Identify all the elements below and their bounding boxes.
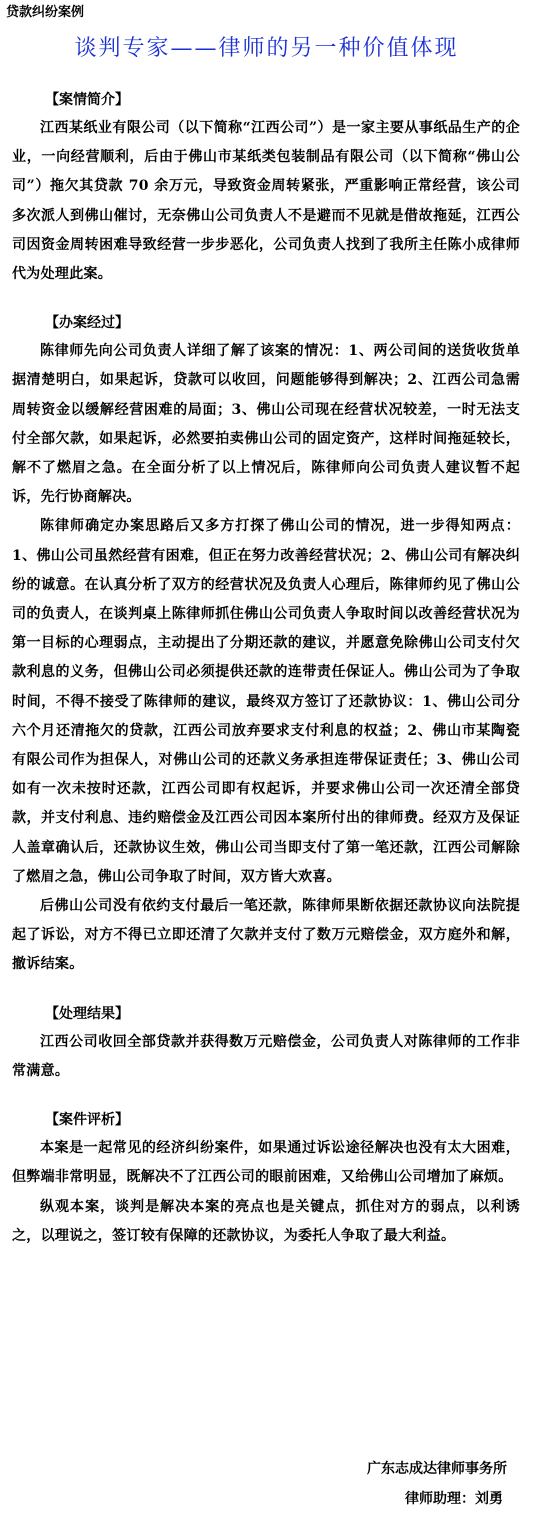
paragraph: 后佛山公司没有依约支付最后一笔还款，陈律师果断依据还款协议向法院提起了诉讼，对方不得已立即还清了欠款并支付了数万元赔偿金，双方庭外和解，撤诉结案。: [12, 898, 520, 973]
section-heading: 【处理结果】: [45, 1005, 129, 1022]
paragraph: 本案是一起常见的经济纠纷案件，如果通过诉讼途径解决也没有太大困难，但弊端非常明显，既解决不了江西公司的眼前困难，又给佛山公司增加了麻烦。: [12, 1140, 520, 1186]
section-case-process: [12, 311, 520, 979]
document-title: 谈判专家——律师的另一种价值体现: [74, 36, 459, 61]
paragraph: 陈律师确定办案思路后又多方打探了佛山公司的情况，进一步得知两点：1、佛山公司虽然经营有困难，但正在努力改善经营状况；2、佛山公司有解决纠纷的诚意。在认真分析了双方的经营状况及负责人心理后，陈律师约见了佛山公司的负责人，在谈判桌上陈律师抓住佛山公司负责人争取时间以改善经营状况为第一目标的心理弱点，主动提出了分期还款的建议，并愿意免除佛山公司支付欠款利息的义务，但佛山公司必须提供还款的连带责任保证人。佛山公司为了争取时间，不得不接受了陈律师的建议，最终双方签订了还款协议：1、佛山公司分六个月还清拖欠的贷款，江西公司放弃要求支付利息的权益；2、佛山市某陶瓷有限公司作为担保人，对佛山公司的还款义务承担连带保证责任；3、佛山公司如有一次未按时还款，江西公司即有权起诉，并要求佛山公司一次还清全部贷款，并支付利息、违约赔偿金及江西公司因本案所付出的律师费。经双方及保证人盖章确认后，还款协议生效，佛山公司当即支付了第一笔还款，江西公司解除了燃眉之急，佛山公司争取了时间，双方皆大欢喜。: [12, 518, 520, 885]
signature-block: [367, 1454, 507, 1514]
section-heading: 【案情简介】: [45, 92, 129, 108]
section-analysis: [12, 1108, 520, 1251]
section-heading: 【办案经过】: [45, 315, 129, 332]
paragraph: 陈律师先向公司负责人详细了解了该案的情况：1、两公司间的送货收货单据清楚明白，如果起诉，贷款可以收回，问题能够得到解决；2、江西公司急需周转资金以缓解经营困难的局面；3、佛山公司现在经营状况较差，一时无法支付全部欠款，如果起诉，必然要拍卖佛山公司的固定资产，这样时间拖延较长，解不了燃眉之急。在全面分析了以上情况后，陈律师向公司负责人建议暂不起诉，先行协商解决。: [12, 343, 520, 506]
assistant-name: 律师助理：刘勇: [405, 1491, 503, 1507]
document-body: [12, 88, 520, 1273]
section-case-summary: [12, 88, 520, 289]
section-result: [12, 1002, 520, 1086]
document-category: 贷款纠纷案例: [6, 5, 85, 20]
paragraph: 纵观本案，谈判是解决本案的亮点也是关键点，抓住对方的弱点，以利诱之，以理说之，签订较有保障的还款协议，为委托人争取了最大利益。: [12, 1198, 520, 1244]
law-firm-name: 广东志成达律师事务所: [367, 1461, 507, 1477]
paragraph: 江西某纸业有限公司（以下简称“江西公司”）是一家主要从事纸品生产的企业，一向经营顺利，后由于佛山市某纸类包装制品有限公司（以下简称“佛山公司”）拖欠其贷款 70 余万元，导致资金周转紧张，严重影响正常经营，该公司多次派人到佛山催讨，无奈佛山公司负责人不是避而不见就是借故拖延，江西公司因资金周转困难导致经营一步步恶化，公司负责人找到了我所主任陈小成律师代为处理此案。: [12, 120, 520, 283]
section-heading: 【案件评析】: [45, 1112, 129, 1129]
paragraph: 江西公司收回全部贷款并获得数万元赔偿金，公司负责人对陈律师的工作非常满意。: [12, 1033, 520, 1079]
